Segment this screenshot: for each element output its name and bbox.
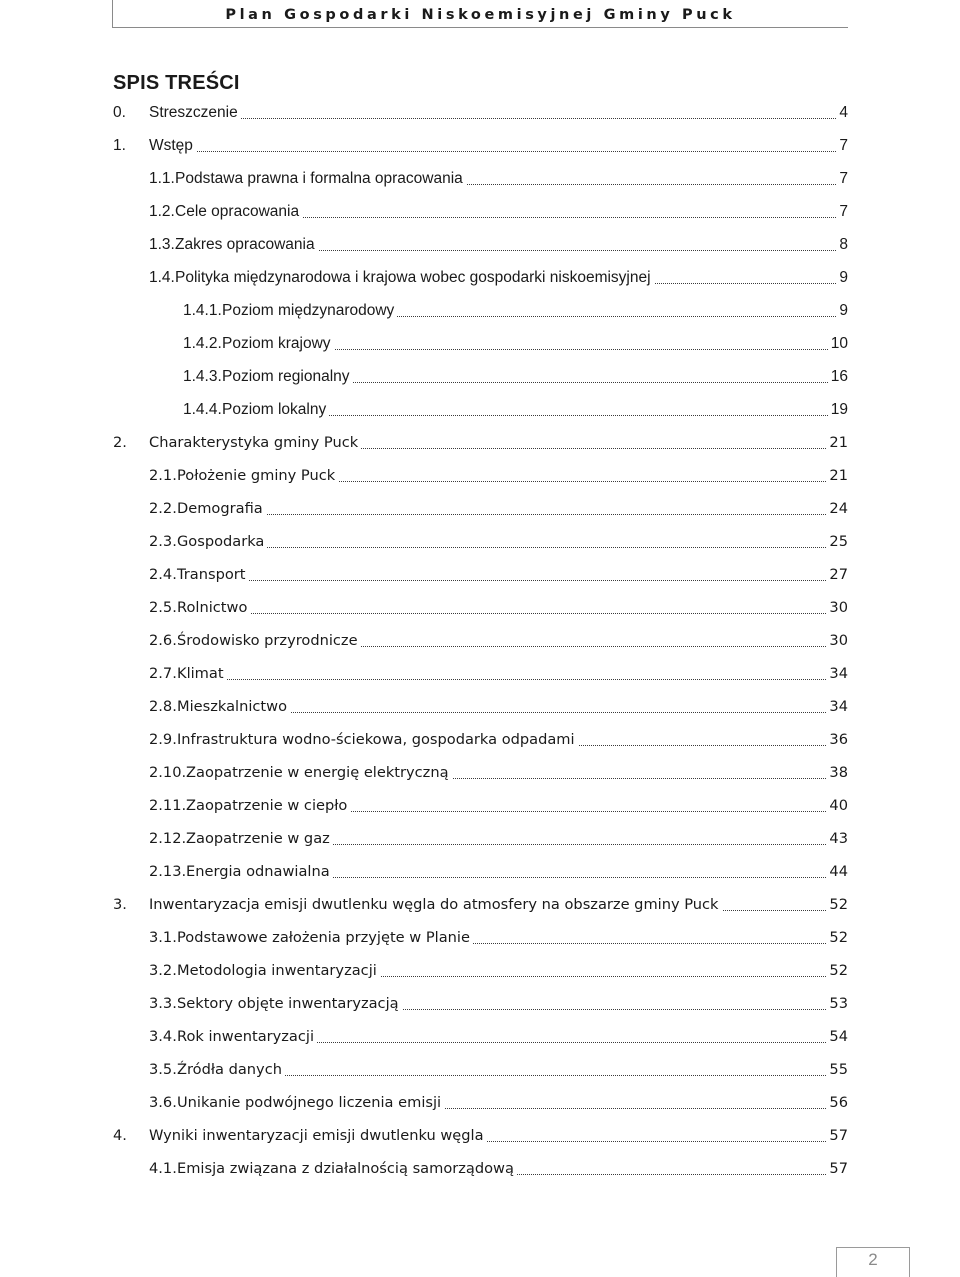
toc-entry[interactable] xyxy=(0,464,960,488)
toc-entry-page: 55 xyxy=(827,1058,848,1082)
toc-entry-number: 2.1. xyxy=(149,464,177,488)
toc-entry-number: 2.11. xyxy=(149,794,186,818)
toc-entry-label: Cele opracowania xyxy=(175,200,302,224)
toc-entry-number: 3. xyxy=(113,893,127,917)
toc-entry-page: 8 xyxy=(837,233,848,257)
dot-leader xyxy=(149,679,846,680)
toc-entry[interactable] xyxy=(0,530,960,554)
toc-entry[interactable] xyxy=(0,332,960,356)
toc-entry-label: Mieszkalnictwo xyxy=(177,695,290,719)
toc-entry-page: 57 xyxy=(827,1124,848,1148)
toc-entry-label: Zaopatrzenie w ciepło xyxy=(186,794,350,818)
toc-entry-number: 2. xyxy=(113,431,127,455)
toc-entry[interactable] xyxy=(0,926,960,950)
toc-entry-number: 2.3. xyxy=(149,530,177,554)
toc-entry-number: 1.1. xyxy=(149,167,175,191)
toc-entry-number: 2.7. xyxy=(149,662,177,686)
toc-entry[interactable] xyxy=(0,728,960,752)
toc-entry-page: 38 xyxy=(827,761,848,785)
toc-entry[interactable] xyxy=(0,1124,960,1148)
toc-entry-number: 2.10. xyxy=(149,761,186,785)
toc-entry-number: 3.1. xyxy=(149,926,177,950)
toc-entry-page: 27 xyxy=(827,563,848,587)
toc-entry-label: Poziom regionalny xyxy=(222,365,353,389)
toc-entry-page: 19 xyxy=(829,398,848,422)
toc-entry-page: 24 xyxy=(827,497,848,521)
toc-entry-page: 54 xyxy=(827,1025,848,1049)
toc-entry-page: 30 xyxy=(827,629,848,653)
toc-entry-label: Metodologia inwentaryzacji xyxy=(177,959,380,983)
toc-entry-number: 1.3. xyxy=(149,233,175,257)
toc-entry-number: 2.9. xyxy=(149,728,177,752)
toc-entry-label: Zaopatrzenie w energię elektryczną xyxy=(186,761,452,785)
toc-entry-label: Wstęp xyxy=(149,134,196,158)
toc-entry[interactable] xyxy=(0,101,960,125)
toc-entry-page: 25 xyxy=(827,530,848,554)
toc-entry-page: 40 xyxy=(827,794,848,818)
toc-entry-label: Poziom lokalny xyxy=(222,398,329,422)
toc-entry-page: 7 xyxy=(837,134,848,158)
toc-entry-number: 1. xyxy=(113,134,126,158)
toc-entry-label: Gospodarka xyxy=(177,530,267,554)
toc-entry-page: 7 xyxy=(837,167,848,191)
toc-entry-page: 57 xyxy=(827,1157,848,1181)
toc-entry-number: 2.13. xyxy=(149,860,186,884)
toc-entry[interactable] xyxy=(0,233,960,257)
toc-entry-page: 34 xyxy=(827,695,848,719)
toc-entry-label: Poziom krajowy xyxy=(222,332,334,356)
toc-entry[interactable] xyxy=(0,398,960,422)
toc-entry-page: 36 xyxy=(827,728,848,752)
toc-entry-number: 2.2. xyxy=(149,497,177,521)
toc-entry-number: 4. xyxy=(113,1124,127,1148)
toc-entry-label: Źródła danych xyxy=(177,1058,285,1082)
toc-entry-page: 30 xyxy=(827,596,848,620)
toc-entry-label: Środowisko przyrodnicze xyxy=(177,629,361,653)
toc-entry-label: Podstawowe założenia przyjęte w Planie xyxy=(177,926,473,950)
toc-entry-number: 2.8. xyxy=(149,695,177,719)
toc-entry-label: Rolnictwo xyxy=(177,596,250,620)
page-number: 2 xyxy=(868,1250,878,1269)
toc-entry[interactable] xyxy=(0,794,960,818)
dot-leader xyxy=(149,151,846,152)
toc-entry[interactable] xyxy=(0,1091,960,1115)
toc-entry-page: 56 xyxy=(827,1091,848,1115)
toc-entry-number: 2.5. xyxy=(149,596,177,620)
toc-entry-number: 2.12. xyxy=(149,827,186,851)
toc-entry-page: 52 xyxy=(827,926,848,950)
toc-entry-label: Transport xyxy=(177,563,248,587)
toc-entry-label: Demografia xyxy=(177,497,266,521)
toc-entry-page: 21 xyxy=(827,431,848,455)
toc-entry-page: 10 xyxy=(829,332,848,356)
toc-entry-label: Wyniki inwentaryzacji emisji dwutlenku węgla xyxy=(149,1124,487,1148)
toc-entry-label: Poziom międzynarodowy xyxy=(222,299,397,323)
toc-entry[interactable] xyxy=(0,431,960,455)
toc-entry-page: 4 xyxy=(837,101,848,125)
toc-entry-number: 1.4.3. xyxy=(183,365,222,389)
page-number-box xyxy=(836,1247,910,1277)
toc-entry[interactable] xyxy=(0,365,960,389)
toc-entry-number: 1.4.1. xyxy=(183,299,222,323)
toc-entry-page: 52 xyxy=(827,893,848,917)
toc-entry-label: Inwentaryzacja emisji dwutlenku węgla do atmosfery na obszarze gminy Puck xyxy=(149,893,722,917)
toc-entry-number: 3.2. xyxy=(149,959,177,983)
toc-entry-number: 3.3. xyxy=(149,992,177,1016)
toc-entry-label: Infrastruktura wodno-ściekowa, gospodarka odpadami xyxy=(177,728,578,752)
toc-entry-label: Podstawa prawna i formalna opracowania xyxy=(175,167,466,191)
toc-entry[interactable] xyxy=(0,299,960,323)
toc-entry-page: 44 xyxy=(827,860,848,884)
toc-entry[interactable] xyxy=(0,167,960,191)
toc-entry[interactable] xyxy=(0,992,960,1016)
document-title: Plan Gospodarki Niskoemisyjnej Gminy Puck xyxy=(225,7,736,23)
toc-entry[interactable] xyxy=(0,596,960,620)
dot-leader xyxy=(149,580,846,581)
toc-entry-number: 2.4. xyxy=(149,563,177,587)
toc-entry-number: 1.4.4. xyxy=(183,398,222,422)
toc-entry-page: 53 xyxy=(827,992,848,1016)
toc-entry-page: 7 xyxy=(837,200,848,224)
toc-entry[interactable] xyxy=(0,761,960,785)
toc-entry-number: 0. xyxy=(113,101,126,125)
toc-entry-page: 43 xyxy=(827,827,848,851)
toc-entry-number: 2.6. xyxy=(149,629,177,653)
toc-entry-number: 1.2. xyxy=(149,200,175,224)
toc-entry-label: Emisja związana z działalnością samorządową xyxy=(177,1157,517,1181)
toc-entry-page: 34 xyxy=(827,662,848,686)
toc-entry[interactable] xyxy=(0,959,960,983)
toc-entry-label: Zaopatrzenie w gaz xyxy=(186,827,333,851)
toc-entry[interactable] xyxy=(0,563,960,587)
toc-entry-page: 52 xyxy=(827,959,848,983)
toc-entry-label: Sektory objęte inwentaryzacją xyxy=(177,992,402,1016)
toc-entry-label: Rok inwentaryzacji xyxy=(177,1025,317,1049)
toc-entry-label: Streszczenie xyxy=(149,101,241,125)
toc-entry[interactable] xyxy=(0,1058,960,1082)
toc-entry-page: 21 xyxy=(827,464,848,488)
toc-entry-number: 3.4. xyxy=(149,1025,177,1049)
toc-entry[interactable] xyxy=(0,1025,960,1049)
toc-entry[interactable] xyxy=(0,695,960,719)
toc-entry[interactable] xyxy=(0,266,960,290)
toc-entry[interactable] xyxy=(0,893,960,917)
toc-entry-number: 1.4. xyxy=(149,266,175,290)
toc-entry-number: 1.4.2. xyxy=(183,332,222,356)
toc-heading: SPIS TREŚCI xyxy=(113,72,240,94)
toc-entry-label: Unikanie podwójnego liczenia emisji xyxy=(177,1091,444,1115)
dot-leader xyxy=(149,118,846,119)
toc-entry-number: 4.1. xyxy=(149,1157,177,1181)
toc-entry[interactable] xyxy=(0,497,960,521)
toc-entry-label: Energia odnawialna xyxy=(186,860,333,884)
dot-leader xyxy=(149,613,846,614)
toc-entry-label: Zakres opracowania xyxy=(175,233,318,257)
toc-entry-label: Klimat xyxy=(177,662,227,686)
toc-entry-label: Charakterystyka gminy Puck xyxy=(149,431,361,455)
toc-entry-number: 3.6. xyxy=(149,1091,177,1115)
toc-entry[interactable] xyxy=(0,200,960,224)
toc-entry-page: 9 xyxy=(837,266,848,290)
toc-entry[interactable] xyxy=(0,134,960,158)
toc-entry[interactable] xyxy=(0,629,960,653)
toc-entry-page: 9 xyxy=(837,299,848,323)
toc-entry-page: 16 xyxy=(829,365,848,389)
toc-entry[interactable] xyxy=(0,860,960,884)
toc-entry-label: Polityka międzynarodowa i krajowa wobec gospodarki niskoemisyjnej xyxy=(175,266,654,290)
toc-entry[interactable] xyxy=(0,662,960,686)
toc-entry[interactable] xyxy=(0,1157,960,1181)
toc-entry-number: 3.5. xyxy=(149,1058,177,1082)
toc-entry-label: Położenie gminy Puck xyxy=(177,464,338,488)
toc-entry[interactable] xyxy=(0,827,960,851)
